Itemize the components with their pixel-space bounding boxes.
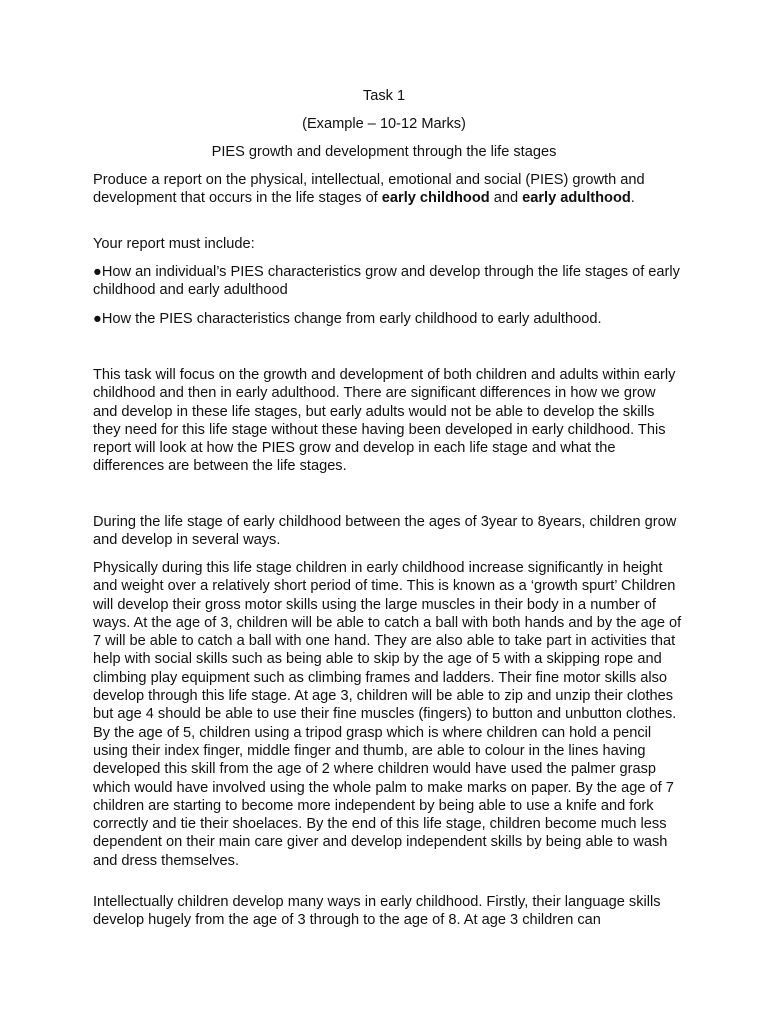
intro-text: Produce a report on the physical, intellectual, emotional and social (PIES) growth and development that occurs in the life stages of bbox=[93, 172, 645, 207]
marks-subheading: (Example – 10-12 Marks) bbox=[302, 116, 466, 132]
report-paragraph-4: Intellectually children develop many ways in early childhood. Firstly, their language skills develop hugely from the age of 3 through to the age of 8. At age 3 children can bbox=[93, 894, 661, 929]
task-heading: Task 1 bbox=[362, 88, 406, 104]
intro-end: . bbox=[630, 190, 635, 207]
report-paragraph-3: Physically during this life stage children in early childhood increase significantly in height and weight over a relatively short period of time. This is known as a ‘growth spurt’ Children will develop their gross motor skills using the large muscles in their body in a number of ways. At the age of 3, children will be able to catch a ball with both hands and by the age of 7 will be able to catch a ball with one hand. They are also able to take part in activities that help with social skills such as being able to skip by the age of 5 with a skipping rope and climbing play equipment such as climbing frames and ladders. Their fine motor skills also develop through this life stage. At age 3, children will be able to zip and unzip their clothes but age 4 should be able to use their fine muscles (fingers) to button and unbutton clothes. By the age of 5, children using a tripod grasp which is where children can hold a pencil using their index finger, middle finger and thumb, are able to colour in the lines having developed this skill from the age of 2 where children would have used the palmer grasp which would have involved using the whole palm to make marks on paper. By the age of 7 children are starting to become more independent by being able to use a knife and fork correctly and tie their shoelaces. By the end of this life stage, children become much less dependent on their main care giver and develop independent skills by being able to wash and dress themselves. bbox=[93, 560, 682, 869]
report-paragraph-1: This task will focus on the growth and development of both children and adults within early childhood and then in early adulthood. There are significant differences in how we grow and develop in these life stages, but early adults would not be able to develop the skills they need for this life stage without these having been developed in early childhood. This report will look at how the PIES grow and develop in each life stage and what the differences are between the life stages. bbox=[93, 367, 676, 475]
bullet-item-1: ●How an individual’s PIES characteristics grow and develop through the life stages of early childhood and early adulthood bbox=[93, 264, 680, 299]
intro-paragraph bbox=[93, 171, 683, 208]
topic-heading: PIES growth and development through the life stages bbox=[211, 144, 557, 160]
intro-bold-early-adulthood: early adulthood bbox=[522, 190, 631, 207]
intro-bold-early-childhood: early childhood bbox=[381, 190, 490, 207]
bullet-item-2: ●How the PIES characteristics change from early childhood to early adulthood. bbox=[93, 311, 602, 327]
report-paragraph-2: During the life stage of early childhood between the ages of 3year to 8years, children grow and develop in several ways. bbox=[93, 514, 677, 549]
intro-and: and bbox=[489, 190, 523, 207]
must-include-line: Your report must include: bbox=[93, 236, 255, 252]
